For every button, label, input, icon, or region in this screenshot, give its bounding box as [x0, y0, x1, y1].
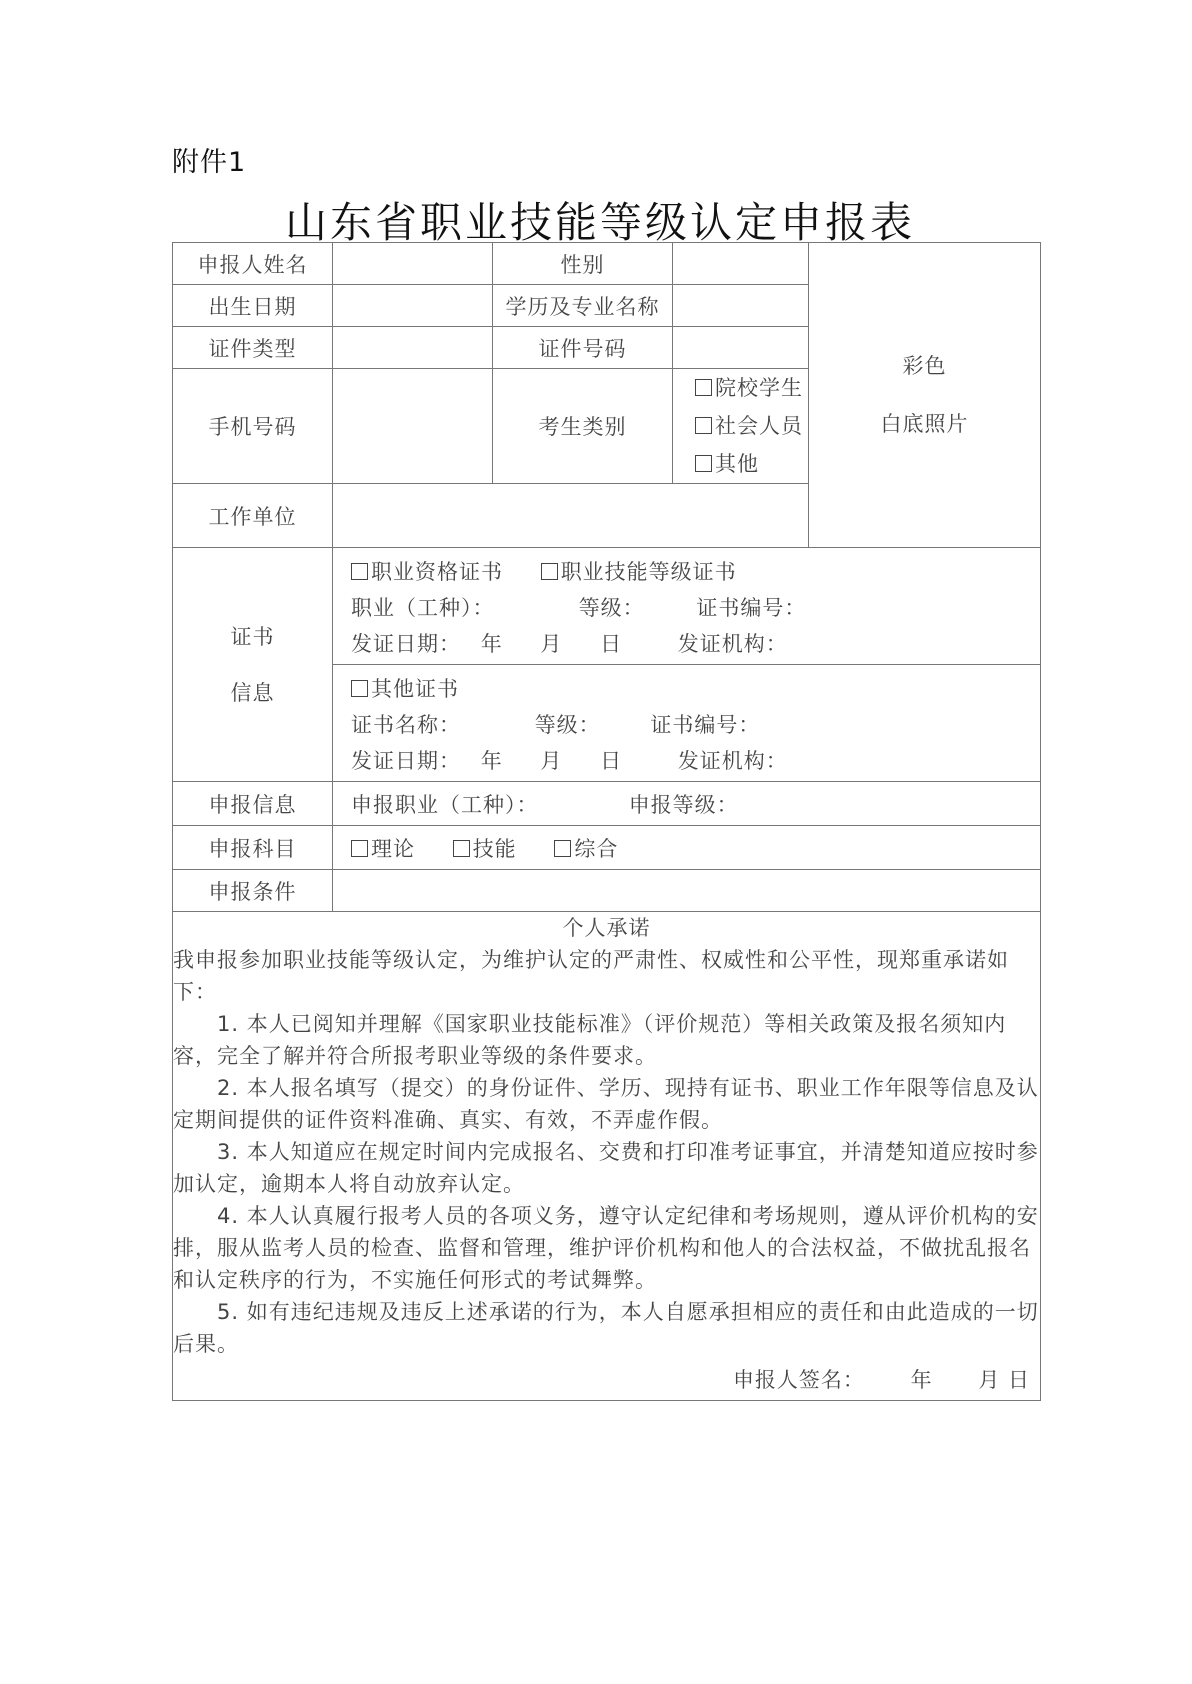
promise-title: 个人承诺 — [562, 916, 651, 940]
option-skill[interactable]: 技能 — [453, 837, 517, 861]
application-label: 申报信息 — [173, 782, 333, 826]
checkbox-icon[interactable] — [541, 563, 558, 580]
checkbox-icon[interactable] — [351, 680, 368, 697]
cert-no2-field[interactable]: 证书编号： — [650, 713, 761, 737]
conditions-label: 申报条件 — [173, 870, 333, 912]
promise-item: 4. 本人认真履行报考人员的各项义务，遵守认定纪律和考场规则，遵从评价机构的安排，服从监考人员的检查、监督和管理，维护评价机构和他人的合法权益，不做扰乱报名和认定秩序的行为，不实施任何形式的考试舞弊。 — [173, 1204, 1039, 1292]
promise-item: 2. 本人报名填写（提交）的身份证件、学历、现持有证书、职业工作年限等信息及认定期间提供的证件资料准确、真实、有效，不弄虚作假。 — [173, 1076, 1039, 1132]
subjects-label: 申报科目 — [173, 826, 333, 870]
month-label: 月 — [540, 749, 563, 773]
level-field[interactable]: 等级： — [578, 596, 645, 620]
year-label: 年 — [480, 632, 503, 656]
option-theory[interactable]: 理论 — [351, 837, 415, 861]
name-label: 申报人姓名 — [173, 243, 333, 285]
cert-no-field[interactable]: 证书编号： — [696, 596, 807, 620]
birth-date-input-cell[interactable] — [333, 285, 493, 327]
certificate-main — [333, 548, 1041, 665]
sign-month-label: 月 — [978, 1368, 1001, 1392]
gender-label: 性别 — [493, 243, 673, 285]
issue-date-label: 发证日期： — [351, 749, 461, 773]
month-label: 月 — [540, 632, 563, 656]
form-title: 山东省职业技能等级认定申报表 — [284, 198, 915, 247]
application-row — [333, 782, 1041, 826]
certificate-other — [333, 665, 1041, 782]
birth-date-label: 出生日期 — [173, 285, 333, 327]
apply-level-field[interactable]: 申报等级： — [628, 792, 739, 817]
education-major-input-cell[interactable] — [673, 285, 809, 327]
year-label: 年 — [480, 749, 503, 773]
day-label: 日 — [600, 749, 623, 773]
education-major-label: 学历及专业名称 — [493, 285, 673, 327]
level2-field[interactable]: 等级： — [534, 713, 601, 737]
issuer-field[interactable]: 发证机构： — [677, 749, 788, 773]
photo-text-line2: 白底照片 — [880, 412, 969, 436]
application-form-table — [172, 242, 1041, 1401]
issue-date-label: 发证日期： — [351, 632, 461, 656]
checkbox-icon[interactable] — [554, 840, 571, 857]
name-input-cell[interactable] — [333, 243, 493, 285]
id-type-label: 证件类型 — [173, 327, 333, 369]
option-qualification-cert[interactable]: 职业资格证书 — [351, 560, 503, 584]
id-number-input-cell[interactable] — [673, 327, 809, 369]
work-unit-input-cell[interactable] — [333, 484, 809, 548]
candidate-category-options — [673, 369, 809, 484]
certificate-label: 证书 信息 — [173, 548, 333, 782]
conditions-input-cell[interactable] — [333, 870, 1041, 912]
phone-input-cell[interactable] — [333, 369, 493, 484]
apply-occupation-field[interactable]: 申报职业（工种）： — [351, 792, 539, 817]
signature-line — [173, 1360, 1040, 1400]
promise-item: 5. 如有违纪违规及违反上述承诺的行为，本人自愿承担相应的责任和由此造成的一切后果。 — [173, 1300, 1039, 1356]
cert-name-field[interactable]: 证书名称： — [351, 713, 461, 737]
phone-label: 手机号码 — [173, 369, 333, 484]
checkbox-icon[interactable] — [351, 840, 368, 857]
sign-day-label: 日 — [1008, 1368, 1030, 1392]
option-social[interactable]: 社会人员 — [673, 407, 808, 445]
occupation-field[interactable]: 职业（工种）： — [351, 596, 495, 620]
subjects-row — [333, 826, 1041, 870]
photo-text-line1: 彩色 — [902, 354, 947, 378]
option-skill-level-cert[interactable]: 职业技能等级证书 — [541, 560, 737, 584]
photo-box[interactable] — [809, 243, 1041, 548]
option-comprehensive[interactable]: 综合 — [554, 837, 618, 861]
work-unit-label: 工作单位 — [173, 484, 333, 548]
checkbox-icon[interactable] — [351, 563, 368, 580]
sign-year-label: 年 — [910, 1368, 933, 1392]
promise-intro: 我申报参加职业技能等级认定，为维护认定的严肃性、权威性和公平性，现郑重承诺如下： — [173, 948, 1009, 1004]
option-other[interactable]: 其他 — [673, 445, 808, 483]
id-number-label: 证件号码 — [493, 327, 673, 369]
attachment-label: 附件1 — [172, 147, 247, 178]
signature-field[interactable]: 申报人签名： — [732, 1368, 865, 1392]
day-label: 日 — [600, 632, 623, 656]
promise-item: 3. 本人知道应在规定时间内完成报名、交费和打印准考证事宜，并清楚知道应按时参加认定，逾期本人将自动放弃认定。 — [173, 1140, 1039, 1196]
id-type-input-cell[interactable] — [333, 327, 493, 369]
personal-promise — [173, 912, 1041, 1401]
issuer-field[interactable]: 发证机构： — [677, 632, 788, 656]
checkbox-icon[interactable] — [695, 417, 712, 434]
checkbox-icon[interactable] — [453, 840, 470, 857]
promise-item: 1. 本人已阅知并理解《国家职业技能标准》（评价规范）等相关政策及报名须知内容，完全了解并符合所报考职业等级的条件要求。 — [173, 1012, 1007, 1068]
gender-input-cell[interactable] — [673, 243, 809, 285]
checkbox-icon[interactable] — [695, 379, 712, 396]
candidate-category-label: 考生类别 — [493, 369, 673, 484]
checkbox-icon[interactable] — [695, 455, 712, 472]
option-student[interactable]: 院校学生 — [673, 369, 808, 407]
option-other-cert[interactable]: 其他证书 — [351, 677, 459, 701]
